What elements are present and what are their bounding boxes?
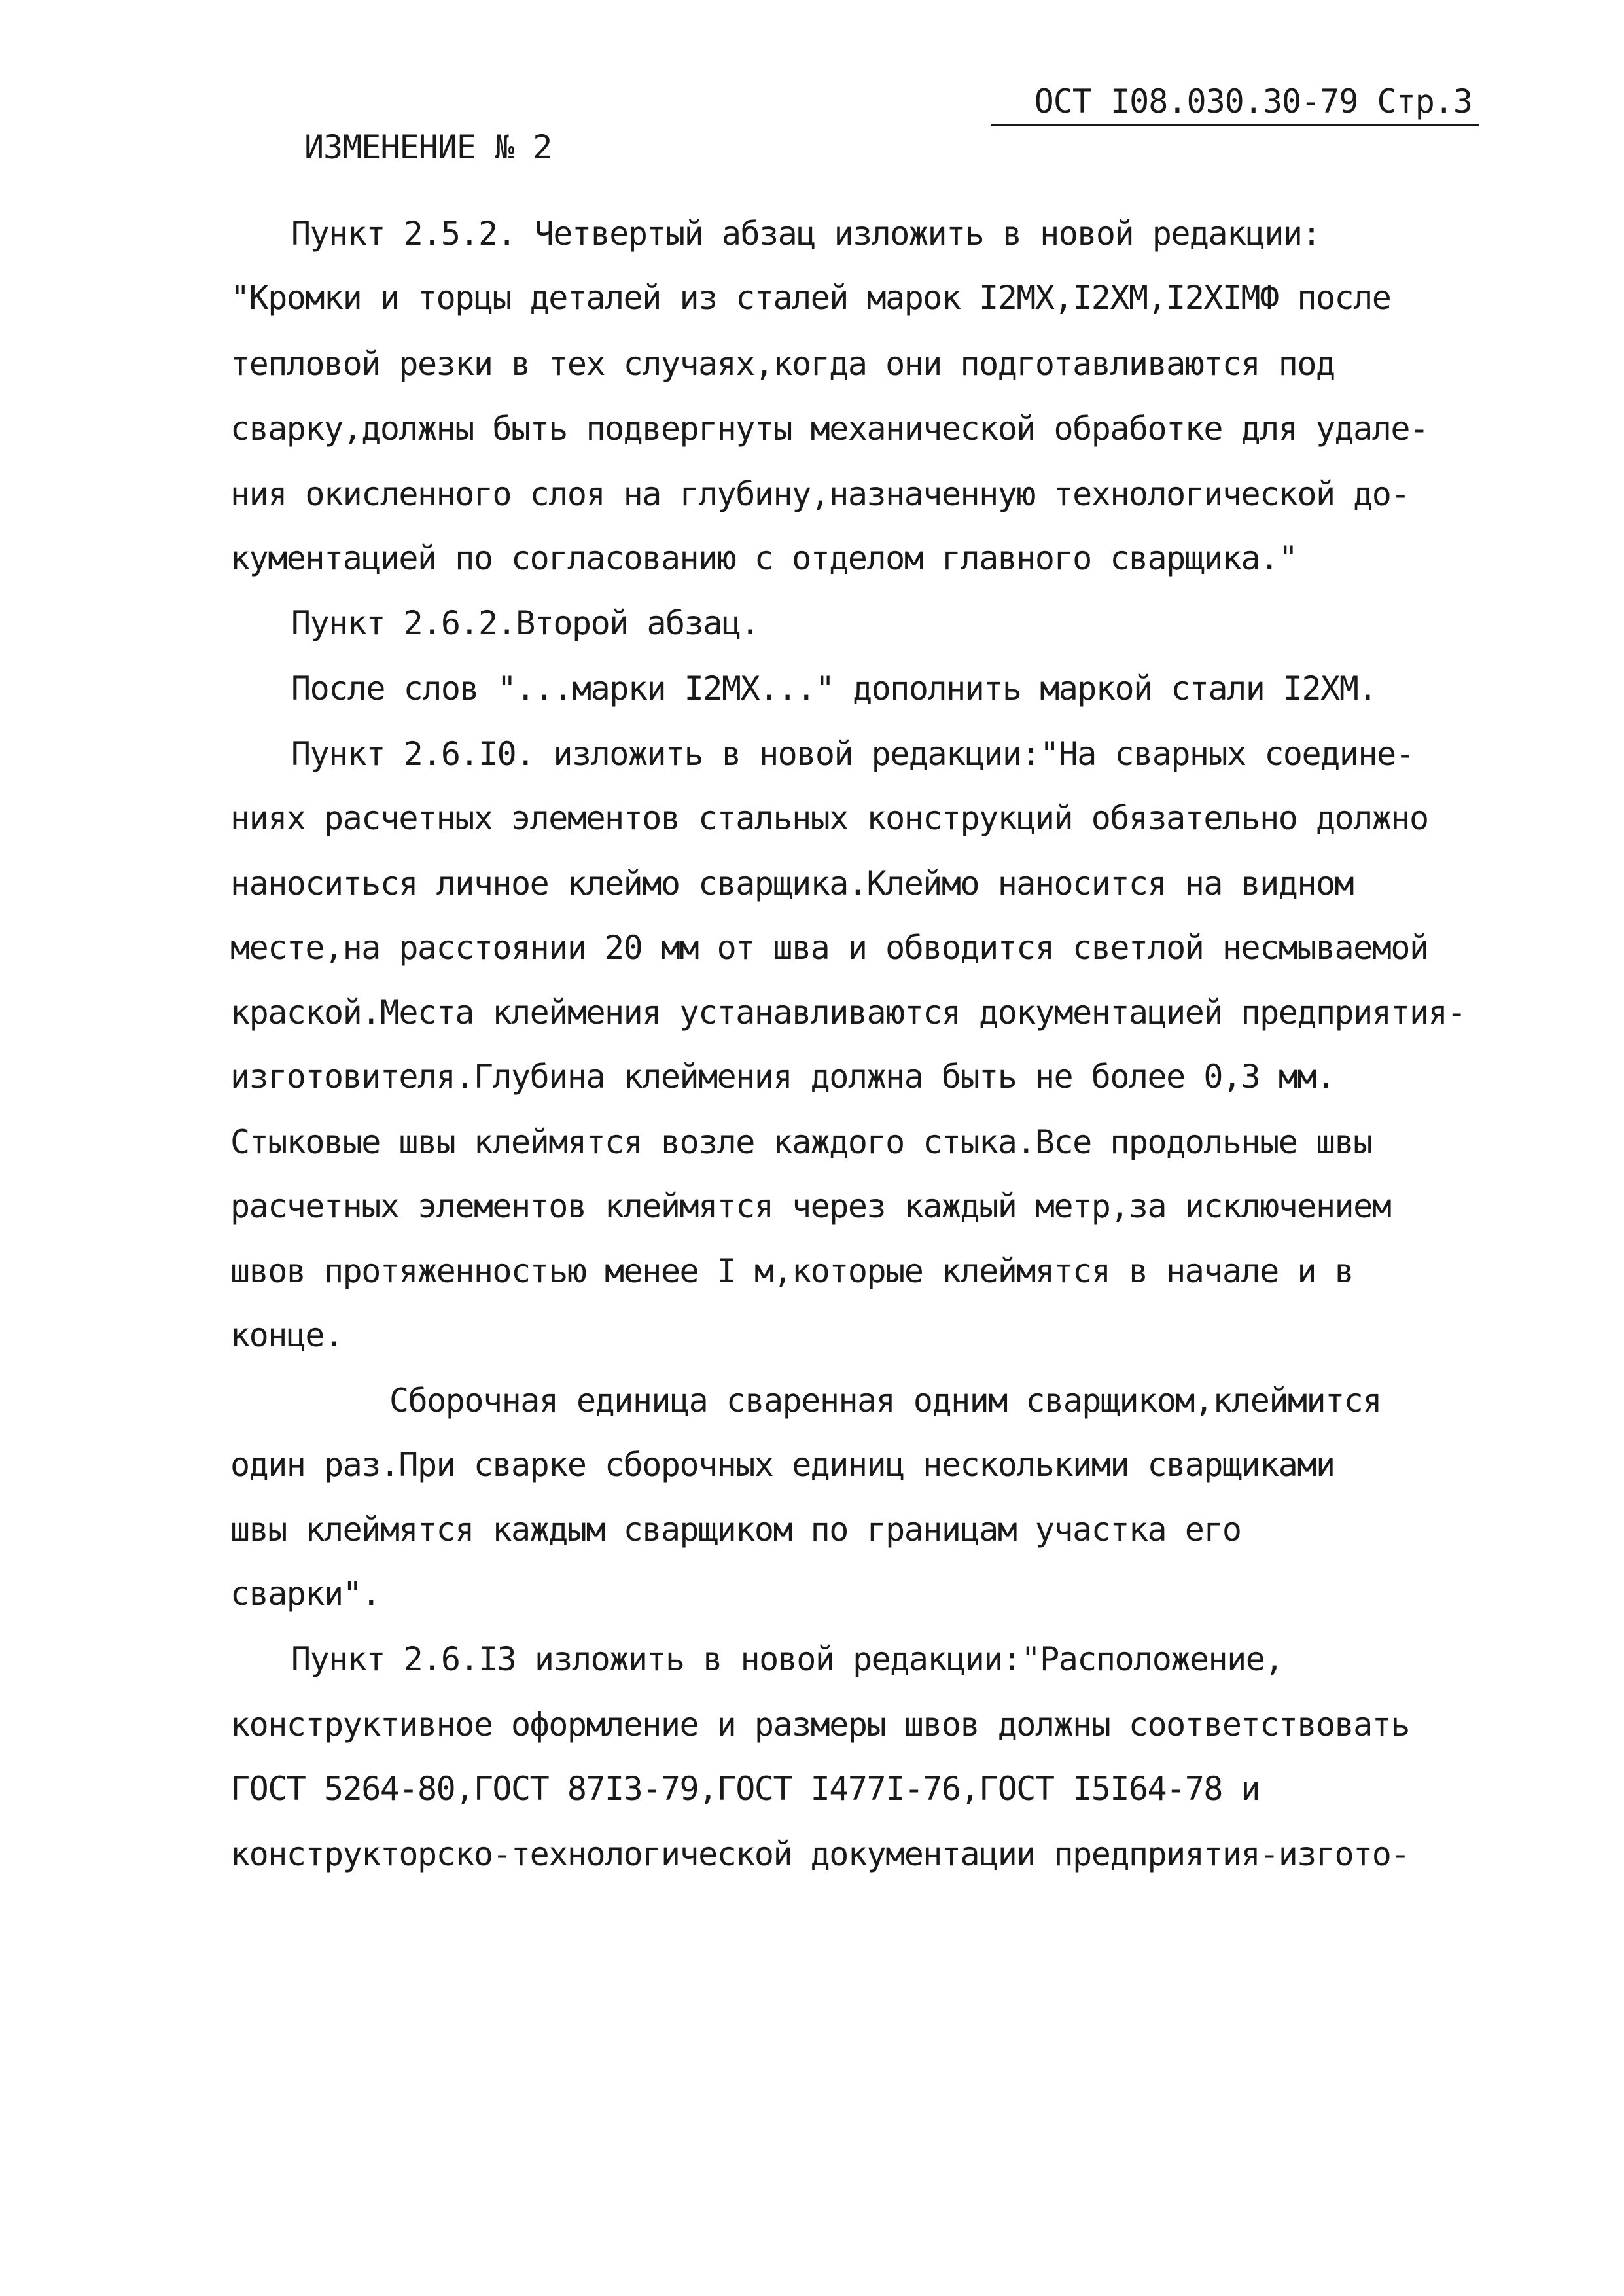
change-title: ИЗМЕНЕНИЕ № 2	[304, 128, 552, 166]
document-reference: ОСТ I08.030.30-79 Стр.3	[991, 79, 1479, 126]
text-line: Сборочная единица сваренная одним сварщиком,клеймится	[389, 1382, 1381, 1420]
text-line: тепловой резки в тех случаях,когда они подготавливаются под	[230, 345, 1335, 383]
text-line: конструкторско-технологической документации предприятия-изгото-	[230, 1835, 1409, 1873]
text-line: месте,на расстоянии 20 мм от шва и обводится светлой несмываемой	[230, 929, 1428, 967]
text-line: швы клеймятся каждым сварщиком по границам участка его	[230, 1511, 1241, 1549]
text-line: конце.	[230, 1316, 343, 1354]
text-line: конструктивное оформление и размеры швов должны соответствовать	[230, 1706, 1409, 1744]
text-line: сварку,должны быть подвергнуты механической обработке для удале-	[230, 410, 1428, 448]
text-line: Стыковые швы клеймятся возле каждого стыка.Все продольные швы	[230, 1123, 1372, 1161]
text-line: изготовителя.Глубина клеймения должна быть не более 0,3 мм.	[230, 1058, 1335, 1096]
text-line: кументацией по согласованию с отделом главного сварщика."	[230, 539, 1297, 577]
text-line: Пункт 2.6.2.Второй абзац.	[291, 604, 760, 642]
text-line: ния окисленного слоя на глубину,назначенную технологической до-	[230, 475, 1409, 513]
text-line: Пункт 2.6.I0. изложить в новой редакции:"На сварных соедине-	[291, 735, 1415, 773]
text-line: Пункт 2.6.I3 изложить в новой редакции:"Расположение,	[291, 1640, 1283, 1678]
text-line: один раз.При сварке сборочных единиц несколькими сварщиками	[230, 1446, 1335, 1484]
text-line: ниях расчетных элементов стальных конструкций обязательно должно	[230, 799, 1428, 837]
text-line: "Кромки и торцы деталей из сталей марок I2МХ,I2ХМ,I2ХIМФ после	[230, 279, 1391, 317]
text-line: ГОСТ 5264-80,ГОСТ 87I3-79,ГОСТ I477I-76,ГОСТ I5I64-78 и	[230, 1770, 1260, 1808]
text-line: сварки".	[230, 1575, 380, 1613]
text-line: краской.Места клеймения устанавливаются документацией предприятия-	[230, 994, 1466, 1031]
text-line: После слов "...марки I2МХ..." дополнить маркой стали I2ХМ.	[291, 670, 1377, 708]
text-line: швов протяженностью менее I м,которые клеймятся в начале и в	[230, 1252, 1354, 1290]
text-line: наноситься личное клеймо сварщика.Клеймо наносится на видном	[230, 865, 1354, 903]
text-line: расчетных элементов клеймятся через каждый метр,за исключением	[230, 1187, 1391, 1225]
text-line: Пункт 2.5.2. Четвертый абзац изложить в новой редакции:	[291, 215, 1321, 253]
